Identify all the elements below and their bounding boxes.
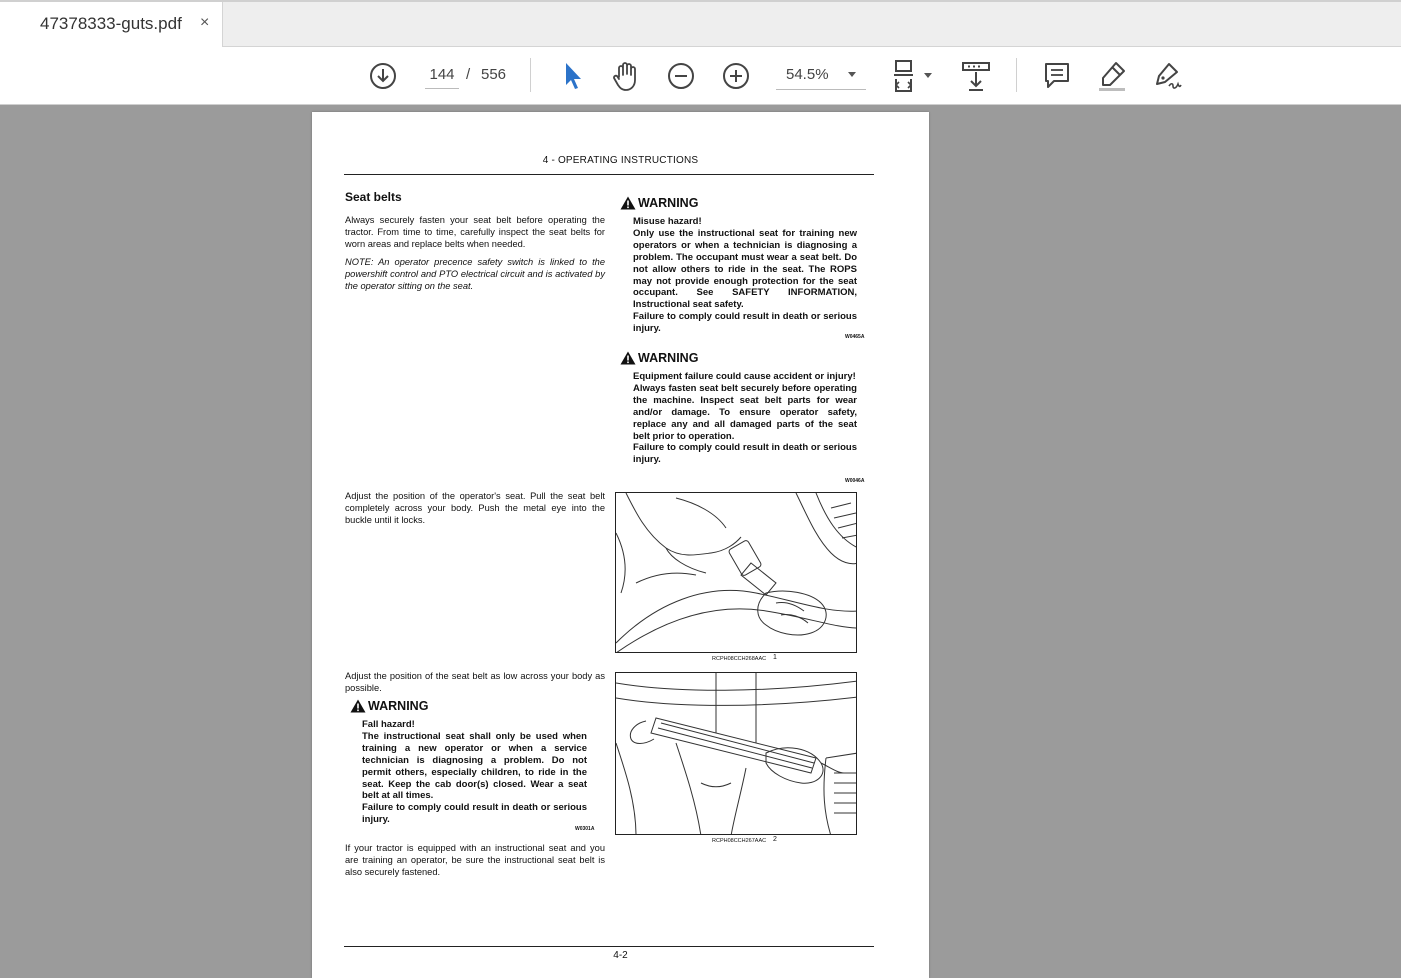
warning-heading-2 [620, 351, 698, 365]
sign-icon [1151, 60, 1183, 92]
warning-label: WARNING [638, 351, 699, 365]
warning-line: Only use the instructional seat for training new operators or when a technician is diagnosing a problem. The occupant must wear a seat belt. Do not allow others to ride in the seat. The ROPS may not provide enough protection for the seat occupant. See SAFETY INFORMATION, Instructional seat safety. [633, 227, 857, 311]
pdf-page [312, 112, 929, 978]
select-cursor-icon [561, 61, 583, 91]
note-paragraph: NOTE: An operator precence safety switch is linked to the powershift control and PTO electrical circuit and is activated by the operator sitting on the seat. [345, 257, 605, 291]
document-viewer[interactable] [0, 105, 1401, 978]
total-pages: 556 [481, 66, 507, 83]
figure-code: RCPH08CCH267AAC [712, 838, 767, 844]
warning-line: The instructional seat shall only be used when training a new operator or when a service technician is diagnosing a problem. Do not permit others, especially children, to ride in the seat. Keep the cab door(s) closed. Wear a seat belt at all times. [362, 730, 587, 802]
warning-heading-3 [350, 699, 428, 713]
zoom-out-icon [667, 62, 695, 90]
warning-line: Failure to comply could result in death or serious injury. [362, 802, 587, 826]
zoom-value: 54.5% [786, 66, 829, 83]
warning-triangle-icon [620, 351, 636, 365]
download-icon [369, 62, 397, 90]
warning-triangle-icon [620, 196, 636, 210]
zoom-select[interactable] [776, 60, 866, 90]
page-number: 4-2 [613, 950, 628, 961]
warning-label: WARNING [638, 196, 699, 210]
warning-body-3 [362, 719, 587, 826]
page-scroll-button[interactable] [960, 57, 992, 95]
warning-line: Equipment failure could cause accident or injury! [633, 371, 856, 382]
warning-triangle-icon [350, 699, 366, 713]
tab-strip [0, 0, 1401, 47]
download-button[interactable] [367, 57, 399, 95]
figure-code: RCPH08CCH268AAC [712, 656, 767, 662]
sign-button[interactable] [1150, 57, 1184, 95]
figure-number: 2 [773, 836, 777, 843]
zoom-in-button[interactable] [720, 57, 752, 95]
document-tab[interactable] [0, 2, 223, 48]
warning-line: Misuse hazard! [633, 216, 702, 227]
warning-line: Fall hazard! [362, 719, 415, 730]
warning-line: Failure to comply could result in death or serious injury. [633, 311, 857, 335]
header-rule [344, 174, 874, 175]
section-title: Seat belts [345, 190, 402, 204]
warning-code: W0301A [575, 826, 595, 832]
tab-title: 47378333-guts.pdf [40, 14, 182, 33]
comment-button[interactable] [1041, 57, 1073, 95]
chevron-down-icon [848, 72, 856, 77]
tab-close-icon[interactable]: × [200, 14, 210, 31]
footer-rule [344, 946, 874, 947]
highlight-icon [1096, 60, 1128, 92]
highlight-button[interactable] [1095, 57, 1129, 95]
select-tool-button[interactable] [558, 57, 586, 95]
paragraph-intro: Always securely fasten your seat belt before operating the tractor. From time to time, carefully inspect the seat belts for worn areas and replace belts when needed. [345, 215, 605, 249]
fit-page-button[interactable] [890, 57, 938, 95]
hand-pan-icon [611, 60, 641, 92]
page-scroll-icon [961, 60, 991, 92]
fit-page-icon [891, 59, 937, 93]
lap-belt-illustration [616, 673, 857, 835]
paragraph-adjust-seat: Adjust the position of the operator's seat. Pull the seat belt completely across your body. Push the metal eye into the buckle until it locks. [345, 491, 605, 525]
paragraph-instructional-seat: If your tractor is equipped with an instructional seat and you are training an operator, be sure the instructional seat belt is also securely fastened. [345, 843, 605, 877]
page-number-input[interactable] [425, 61, 459, 89]
warning-code: W0046A [845, 478, 865, 484]
warning-heading-1 [620, 196, 698, 210]
warning-line: Always fasten seat belt securely before operating the machine. Inspect seat belt parts for wear and/or damage. To ensure operator safety, replace any and all damaged parts of the seat belt prior to operation. [633, 382, 857, 442]
toolbar-divider [530, 58, 531, 92]
warning-label: WARNING [368, 699, 429, 713]
figure-buckle-illustration [615, 492, 857, 653]
warning-line: Failure to comply could result in death or serious injury. [633, 442, 857, 466]
seat-belt-buckle-illustration [616, 493, 857, 653]
zoom-out-button[interactable] [665, 57, 697, 95]
page-separator: / [466, 66, 471, 83]
paragraph-adjust-belt: Adjust the position of the seat belt as low across your body as possible. [345, 671, 605, 693]
figure-number: 1 [773, 654, 777, 661]
comment-icon [1043, 61, 1071, 91]
toolbar-divider [1016, 58, 1017, 92]
running-head: 4 - OPERATING INSTRUCTIONS [542, 155, 699, 166]
hand-tool-button[interactable] [610, 57, 642, 95]
warning-body-2 [633, 371, 857, 466]
zoom-in-icon [722, 62, 750, 90]
figure-lap-belt-illustration [615, 672, 857, 835]
pdf-toolbar [0, 47, 1401, 105]
warning-body-1 [633, 216, 857, 335]
warning-code: W0465A [845, 334, 865, 340]
